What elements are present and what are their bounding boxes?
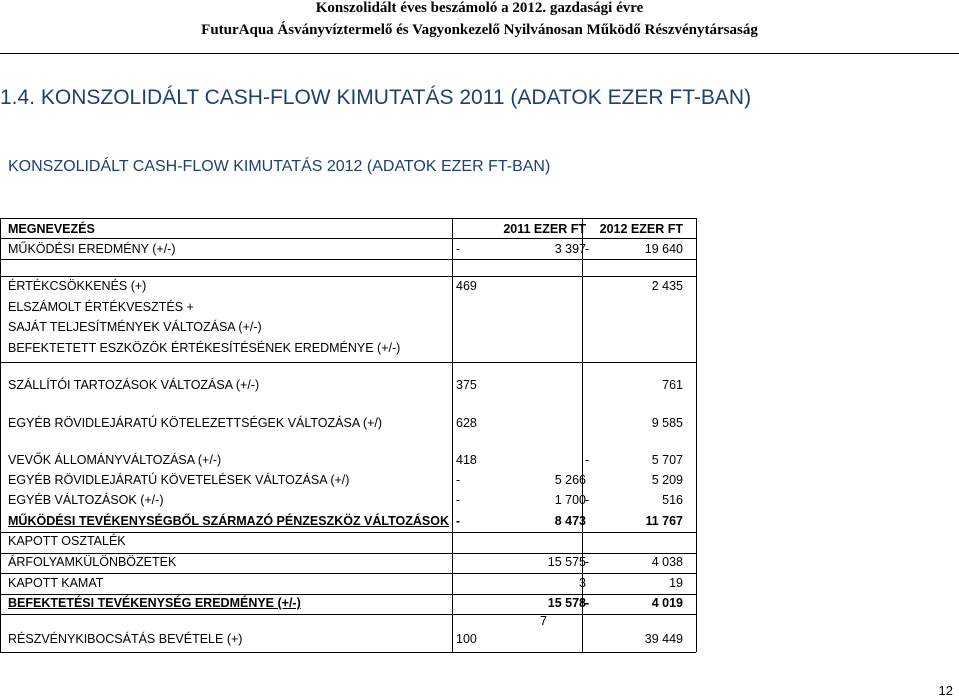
table-column-divider [452,218,453,652]
table-rule [0,553,696,554]
table-rule [0,238,696,239]
row-label: MŰKÖDÉSI TEVÉKENYSÉGBŐL SZÁRMAZÓ PÉNZESZKÖZ VÁLTOZÁSOK [8,514,450,528]
table-rule [0,614,696,615]
row-sign-2012: - [585,493,590,507]
row-value-2012: 11 767 [645,514,683,528]
row-value-2012: 9 585 [651,416,683,430]
row-sign-2011: - [456,473,461,487]
row-label: ELSZÁMOLT ÉRTÉKVESZTÉS + [8,300,194,314]
row-label: SZÁLLÍTÓI TARTOZÁSOK VÁLTOZÁSA (+/-) [8,378,260,392]
table-rule [0,652,696,653]
table-column-divider [582,218,583,652]
row-label: ÁRFOLYAMKÜLÖNBÖZETEK [8,555,177,569]
table-rule [0,594,696,595]
column-header-2012: 2012 EZER FT [599,222,683,236]
row-label: EGYÉB RÖVIDLEJÁRATÚ KÖVETELÉSEK VÁLTOZÁSA (+/) [8,473,350,487]
row-value-2011: 3 397 [554,242,586,256]
row-value-2011: 1 700 [554,493,586,507]
row-label: KAPOTT KAMAT [8,576,104,590]
table-rule [0,259,696,260]
row-label: ÉRTÉKCSÖKKENÉS (+) [8,279,147,293]
table-rule [0,276,696,277]
page-number: 12 [938,683,953,698]
row-value-2012: 516 [662,493,683,507]
row-value-2011: 628 [456,416,477,430]
row-sign-2011: - [456,242,461,256]
row-sign-2012: - [585,596,590,610]
row-label: KAPOTT OSZTALÉK [8,534,126,548]
row-value-2011: 469 [456,279,477,293]
running-header-title: Konszolidált éves beszámoló a 2012. gazdasági évre [315,0,644,16]
row-label: BEFEKTETÉSI TEVÉKENYSÉG EREDMÉNYE (+/-) [8,596,301,610]
row-value-2011: 8 473 [554,514,586,528]
row-value-2012: 19 [669,576,683,590]
row-label: RÉSZVÉNYKIBOCSÁTÁS BEVÉTELE (+) [8,632,243,646]
table-border-right [696,218,697,652]
column-header-name: MEGNEVEZÉS [8,222,95,236]
row-sign-2011: - [456,514,461,528]
row-sign-2012: - [585,242,590,256]
row-value-2012: 5 209 [651,473,683,487]
section-title: 1.4. KONSZOLIDÁLT CASH-FLOW KIMUTATÁS 2011 (ADATOK EZER FT-BAN) [0,86,752,109]
row-sign-2011: - [456,493,461,507]
row-value-2012: 4 038 [651,555,683,569]
row-value-2011: 418 [456,453,477,467]
row-value-2011: 100 [456,632,477,646]
row-value-2012: 2 435 [651,279,683,293]
row-label: VEVŐK ÁLLOMÁNYVÁLTOZÁSA (+/-) [8,453,222,467]
table-border-left [0,218,1,652]
table-rule [0,573,696,574]
header-rule [0,53,959,54]
table-rule [0,218,696,219]
column-header-2011: 2011 EZER FT [503,222,586,236]
row-value-2011: 375 [456,378,477,392]
row-value-2011: 15 578 [547,596,586,610]
row-value-2012: 39 449 [644,632,683,646]
row-value-2012: 761 [662,378,683,392]
row-label: SAJÁT TELJESÍTMÉNYEK VÁLTOZÁSA (+/-) [8,320,262,334]
row-label: MŰKÖDÉSI EREDMÉNY (+/-) [8,242,176,256]
row-label: BEFEKTETETT ESZKÖZÖK ÉRTÉKESÍTÉSÉNEK EREDMÉNYE (+/-) [8,341,401,355]
table-subtitle: KONSZOLIDÁLT CASH-FLOW KIMUTATÁS 2012 (ADATOK EZER FT-BAN) [8,158,551,175]
table-rule [0,362,696,363]
row-value-2011-top: 7 [540,614,547,628]
row-sign-2012: - [585,453,590,467]
row-value-2012: 4 019 [651,596,683,610]
row-value-2012: 5 707 [651,453,683,467]
row-label: EGYÉB VÁLTOZÁSOK (+/-) [8,493,164,507]
running-header-company: FuturAqua Ásványvíztermelő és Vagyonkezelő Nyilvánosan Működő Részvénytársaság [201,22,758,38]
row-label: EGYÉB RÖVIDLEJÁRATÚ KÖTELEZETTSÉGEK VÁLTOZÁSA (+/) [8,416,383,430]
table-rule [0,532,696,533]
row-value-2012: 19 640 [644,242,683,256]
row-value-2011: 3 [579,576,586,590]
row-value-2011: 5 266 [554,473,586,487]
row-sign-2012: - [585,555,590,569]
row-value-2011: 15 575 [547,555,586,569]
